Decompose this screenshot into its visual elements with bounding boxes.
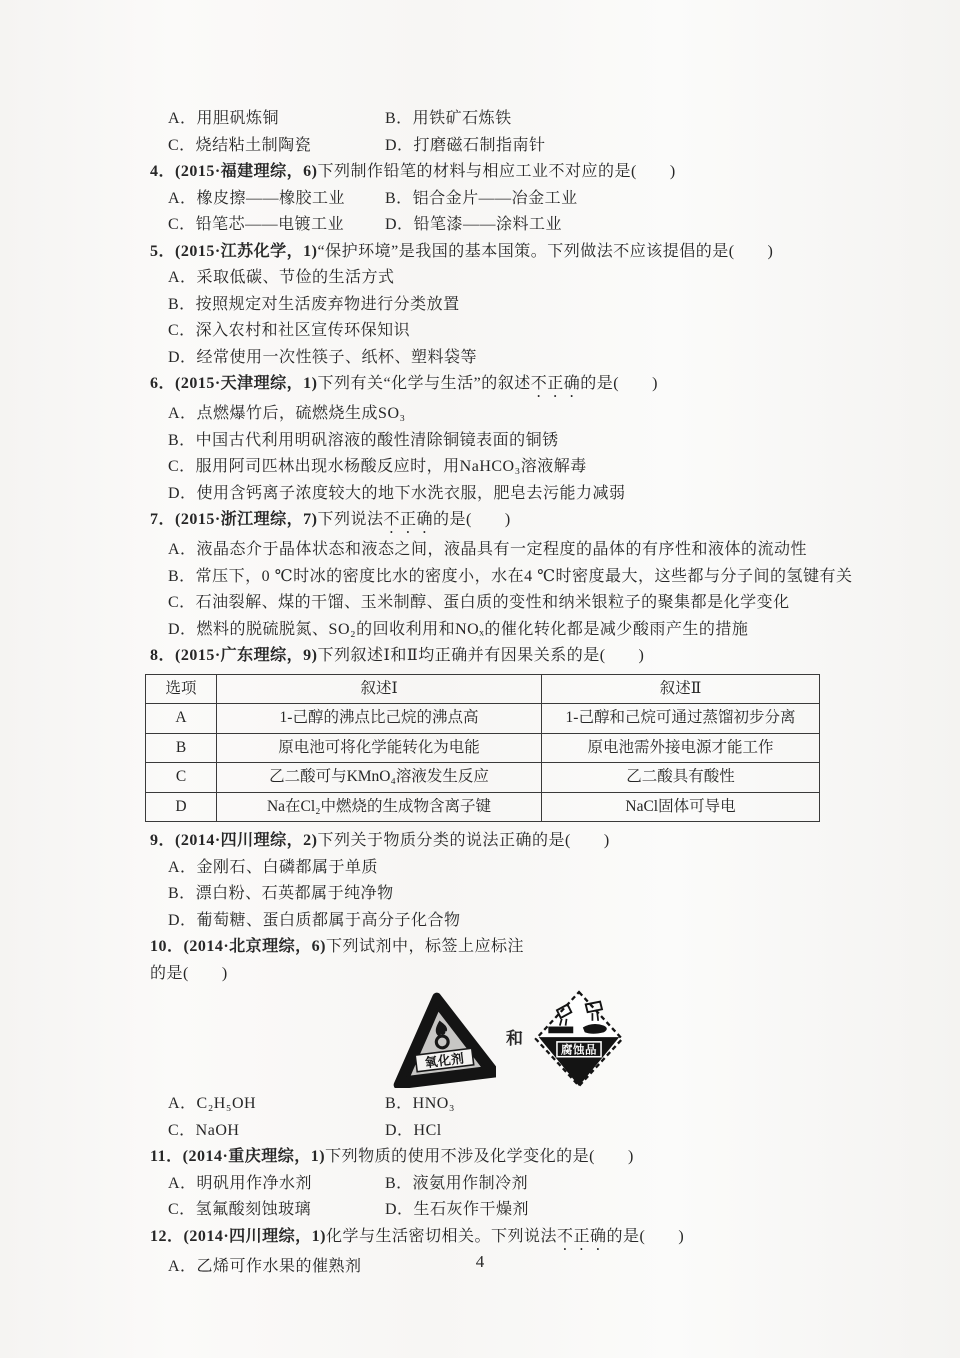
answer-option-row [150,133,840,160]
answer-option-text: B．按照规定对生活废弃物进行分类放置 [168,295,460,313]
table-cell: Na在Cl₂中燃烧的生成物含离子键 [217,792,542,822]
answer-option-row [150,106,840,133]
table-cell: C [146,763,217,793]
table-cell: 乙二酸具有酸性 [542,763,820,793]
question-citation: (2014·四川理综，1) [183,1227,327,1245]
answer-option-text: A．乙烯可作水果的催熟剂 [168,1257,362,1275]
answer-option [150,590,840,617]
question-number: 5． [150,242,176,260]
corrosive-hazard-icon [533,989,625,1089]
question-text: 下列试剂中，标签上应标注 [326,938,525,955]
question-number: 9． [150,832,176,849]
question-stem [150,159,840,186]
and-label: 和 [506,1028,523,1048]
answer-option: B．液氨用作制冷剂 [385,1174,529,1192]
answer-option-text: C．服用阿司匹林出现水杨酸反应时，用NaHCO₃溶液解毒 [168,458,587,475]
answer-option: C．氢氟酸刻蚀玻璃 [168,1201,312,1218]
table-cell: 1-己醇和己烷可通过蒸馏初步分离 [542,704,820,734]
question-citation: (2015·江苏化学，1) [175,242,318,260]
page-number: 4 [475,1252,485,1271]
question-text: 下列物质的使用不涉及化学变化的是( ) [325,1148,634,1165]
answer-option [150,318,840,345]
question-number: 7． [150,511,176,528]
question-text: 下列叙述Ⅰ和Ⅱ均正确并有因果关系的是( ) [317,647,645,664]
answer-option-row [150,186,840,213]
answer-option-text: A．采取低碳、节俭的生活方式 [168,269,395,286]
oxidizer-label: 氧化剂 [423,1050,466,1071]
answer-option: A．明矾用作净水剂 [168,1174,313,1192]
table-cell: NaCl固体可导电 [542,792,820,822]
answer-option-text: B．常压下，0 ℃时冰的密度比水的密度小，水在4 ℃时密度最大，这些都与分子间的氢键有关 [168,567,853,585]
answer-option: D．HCl [385,1121,442,1139]
emphasized-text: 不正确 [557,1227,607,1245]
answer-option [150,481,840,508]
question-stem [150,371,840,401]
question-citation: (2015·福建理综，6) [175,163,318,180]
question-text: 化学与生活密切相关。下列说法 [326,1227,558,1245]
answer-option: D．铅笔漆——涂料工业 [385,216,563,233]
question-citation: (2014·北京理综，6) [183,938,327,955]
answer-option [150,881,840,908]
question-stem [150,934,840,961]
answer-option-row [150,212,840,239]
table-cell: B [146,733,217,763]
question-text: 下列关于物质分类的说法正确的是( ) [317,832,610,849]
question-stem [150,1144,840,1171]
answer-option [150,428,840,455]
answer-option [150,401,840,428]
answer-option [150,345,840,372]
answer-option-row [150,1171,840,1198]
answer-option [150,617,840,644]
statements-table-header [146,674,820,704]
table-cell: 乙二酸可与KMnO₄溶液发生反应 [217,763,542,793]
question-stem [150,828,840,855]
question-text-tail: 的是( ) [433,511,511,528]
question-number: 11． [150,1148,183,1165]
answer-option [150,454,840,481]
statements-table [145,674,820,823]
content [150,106,853,1280]
text-line-text: 的是( ) [150,964,228,982]
answer-option [150,265,840,292]
table-row [146,792,820,822]
table-cell: A [146,704,217,734]
question-number: 4． [150,163,176,180]
answer-option-text: D．经常使用一次性筷子、纸杯、塑料袋等 [168,348,478,366]
emphasized-text: 不正确 [530,375,581,392]
answer-option-row [150,1118,840,1145]
table-cell: D [146,792,217,822]
answer-option [150,292,840,319]
answer-option: C．烧结粘土制陶瓷 [168,136,312,154]
corrosive-label: 腐蚀品 [561,1044,597,1057]
question-citation: (2015·广东理综，9) [175,647,318,664]
answer-option-text: B．漂白粉、石英都属于纯净物 [168,885,394,902]
answer-option-text: D．使用含钙离子浓度较大的地下水洗衣服，肥皂去污能力减弱 [168,484,626,502]
question-text: 下列说法 [317,511,384,528]
table-header-cell: 叙述Ⅱ [542,674,820,704]
answer-option-text: D．燃料的脱硫脱氮、SO₂的回收利用和NOₓ的催化转化都是减少酸雨产生的措施 [168,620,749,638]
answer-option-text: A．液晶态介于晶体状态和液态之间，液晶具有一定程度的晶体的有序性和液体的流动性 [168,541,808,558]
answer-option [150,855,840,882]
table-cell: 1-己醇的沸点比己烷的沸点高 [217,704,542,734]
table-row [146,763,820,793]
question-text: “保护环境”是我国的基本国策。下列做法不应该提倡的是( ) [317,242,774,260]
question-number: 12． [150,1227,184,1245]
question-text-tail: 的是( ) [606,1227,685,1245]
question-stem [150,643,840,670]
question-number: 8． [150,647,176,664]
answer-option-row [150,1197,840,1224]
answer-option: B．用铁矿石炼铁 [385,110,512,127]
question-stem [150,1224,840,1254]
answer-option: A．用胆矾炼铜 [168,110,280,127]
answer-option [150,908,840,935]
answer-option: D．生石灰作干燥剂 [385,1201,530,1218]
question-stem [150,507,840,537]
answer-option-text: B．中国古代利用明矾溶液的酸性清除铜镜表面的铜锈 [168,431,559,449]
question-citation: (2014·四川理综，2) [175,832,318,849]
emphasized-text: 不正确 [383,511,434,528]
answer-option-text: A．点燃爆竹后，硫燃烧生成SO₃ [168,405,406,422]
question-citation: (2015·天津理综，1) [175,375,318,392]
question-citation: (2015·浙江理综，7) [175,511,318,528]
question-stem [150,239,840,266]
table-cell: 原电池可将化学能转化为电能 [217,733,542,763]
answer-option-row [150,1091,840,1118]
answer-option: B．铝合金片——冶金工业 [385,189,578,207]
text-line [150,961,840,988]
question-citation: (2014·重庆理综，1) [182,1148,326,1165]
table-cell: 原电池需外接电源才能工作 [542,733,820,763]
answer-option: A．C₂H₅OH [168,1095,257,1112]
question-text-tail: 的是( ) [580,375,658,392]
question-number: 6． [150,375,176,392]
answer-option: D．打磨磁石制指南针 [385,136,546,154]
table-row [146,733,820,763]
answer-option: C．铅笔芯——电镀工业 [168,216,345,233]
answer-option-text: C．石油裂解、煤的干馏、玉米制醇、蛋白质的变性和纳米银粒子的聚集都是化学变化 [168,594,790,611]
question-number: 10． [150,938,184,955]
answer-option [150,537,840,564]
table-header-cell: 选项 [146,674,217,704]
table-row [146,704,820,734]
answer-option-text: D．葡萄糖、蛋白质都属于高分子化合物 [168,911,461,929]
answer-option: B．HNO₃ [385,1095,455,1112]
oxidizer-hazard-icon [388,990,496,1088]
hazard-symbols-row [388,989,840,1089]
answer-option-text: C．深入农村和社区宣传环保知识 [168,322,411,339]
answer-option: A．橡皮擦——橡胶工业 [168,189,346,207]
answer-option: C．NaOH [168,1121,240,1139]
answer-option [150,564,853,591]
question-text: 下列有关“化学与生活”的叙述 [317,375,531,392]
table-header-cell: 叙述Ⅰ [217,674,542,704]
question-text: 下列制作铅笔的材料与相应工业不对应的是( ) [317,163,676,180]
answer-option-text: A．金刚石、白磷都属于单质 [168,858,379,876]
